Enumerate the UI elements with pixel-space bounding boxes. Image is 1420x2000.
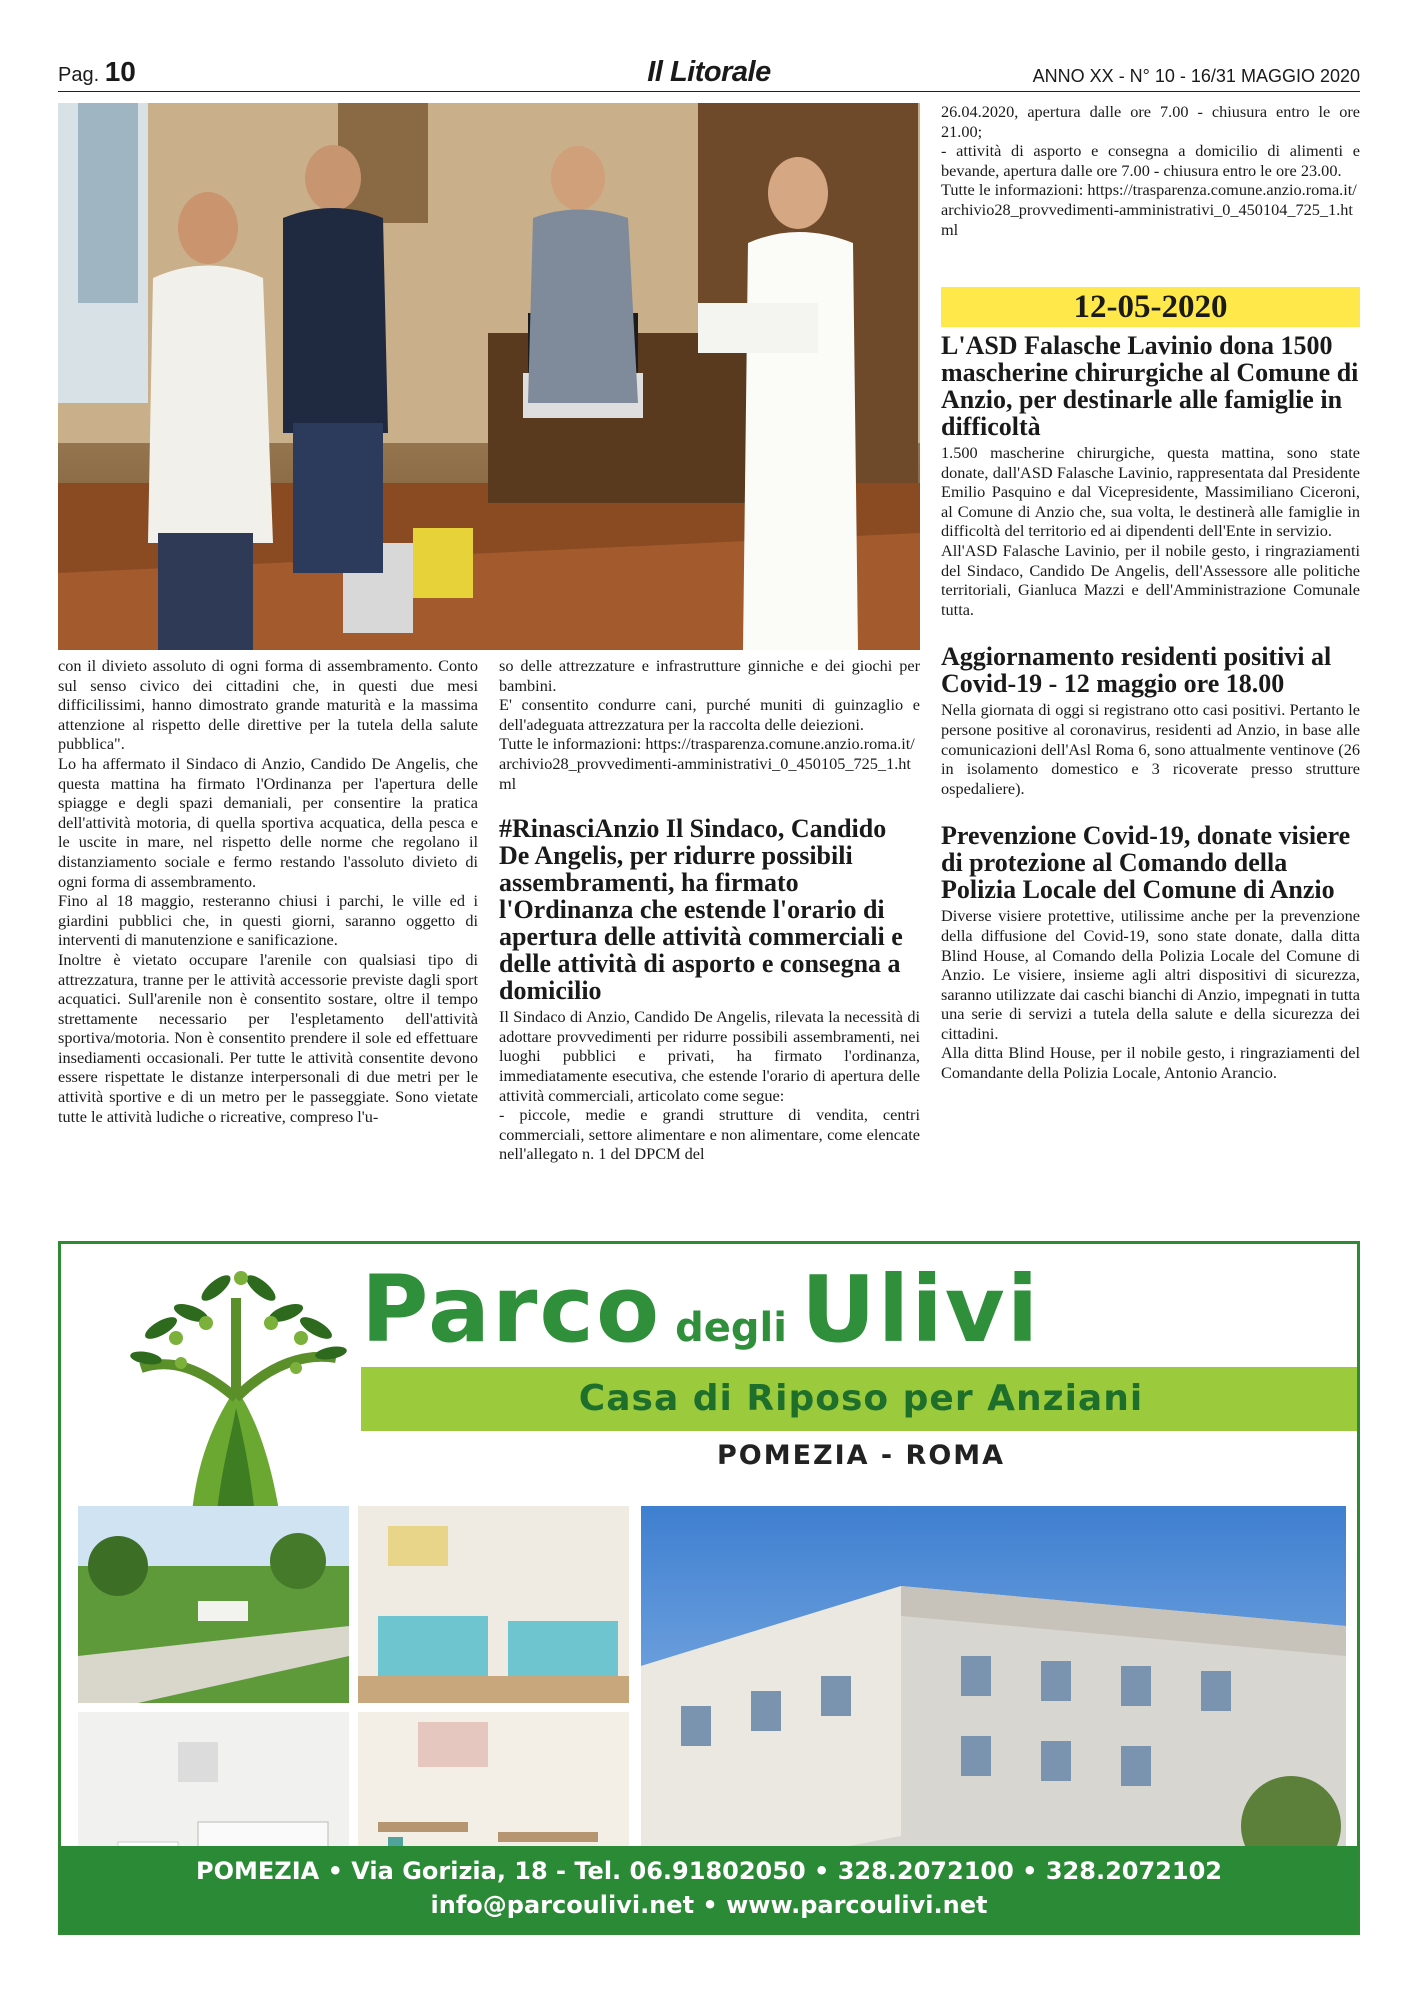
middle-paragraph: Tutte le informazioni: https://trasparenza.comune.anzio.roma.it/archivio28_provvedimenti-amministrativi_0_450105_725_1.html: [499, 734, 915, 793]
article-title-rinascianzio: #RinasciAnzio Il Sindaco, Candido De Angelis, per ridurre possibili assembramenti, ha firmato l'Ordinanza che estende l'orario di apertura delle attività commerciali e delle attività di asporto e consegna a domicilio: [499, 814, 903, 1006]
ad-address-phones: POMEZIA • Via Gorizia, 18 - Tel. 06.91802050 • 328.2072100 • 328.2072102: [196, 1857, 1222, 1885]
middle-paragraph: - piccole, medie e grandi strutture di vendita, centri commerciali, settore alimentare e non alimentare, come elencate nell'allegato n. 1 del DPCM del: [499, 1105, 920, 1164]
ad-city: POMEZIA - ROMA: [716, 1440, 1006, 1471]
article-title-aggiornamento: Aggiornamento residenti positivi al Covid-19 - 12 maggio ore 18.00: [941, 642, 1332, 699]
right-paragraph: - attività di asporto e consegna a domicilio di alimenti e bevande, apertura dalle ore 7.00 - chiusura entro le ore 23.00.: [941, 141, 1360, 180]
left-column: [58, 656, 478, 1126]
right-paragraph: Alla ditta Blind House, per il nobile gesto, i ringraziamenti del Comandante della Polizia Locale, Antonio Arancio.: [941, 1043, 1360, 1083]
date-banner: 12-05-2020: [941, 287, 1360, 327]
garden-photo: [78, 1506, 349, 1703]
right-paragraph: Tutte le informazioni: https://trasparenza.comune.anzio.roma.it/archivio28_provvedimenti-amministrativi_0_450104_725_1.html: [941, 180, 1357, 239]
middle-paragraph: Il Sindaco di Anzio, Candido De Angelis, rilevata la necessità di adottare provvedimenti per ridurre possibili assembramenti, nei luoghi pubblici e privati, ha firmato l'ordinanza, immediatamente esecutiva, che estende l'orario di apertura delle attività commerciali, articolato come segue:: [499, 1007, 920, 1105]
page-header: [58, 58, 1360, 92]
bedroom-photo: [358, 1506, 629, 1703]
ad-brand-name: Parco degli Ulivi: [361, 1256, 1041, 1363]
article-title-mascherine: L'ASD Falasche Lavinio dona 1500 mascherine chirurgiche al Comune di Anzio, per destinarle alle famiglie in difficoltà: [941, 331, 1359, 441]
article-title-visiere: Prevenzione Covid-19, donate visiere di protezione al Comando della Polizia Locale del Comune di Anzio: [941, 821, 1351, 905]
right-paragraph: 26.04.2020, apertura dalle ore 7.00 - chiusura entro le ore 21.00;: [941, 102, 1360, 141]
ad-subtitle: Casa di Riposo per Anziani: [361, 1367, 1360, 1431]
middle-column: [499, 656, 920, 1164]
left-paragraph: Inoltre è vietato occupare l'arenile con qualsiasi tipo di attrezzatura, tranne per le attività accessorie previste dagli sport acquatici. Sull'arenile non è consentito sostare, oltre il tempo strettamente necessario per l'espletamento dell'attività sportiva/motoria. Non è consentito prendere il sole ed effettuare insediamenti occasionali. Per tutte le attività consentite devono essere rispettate le distanze interpersonali di due metri per le attività sportive e di un metro per le passeggiate. Sono vietate tutte le attività ludiche o ricreative, compreso l'u-: [58, 949, 478, 1126]
left-paragraph: Lo ha affermato il Sindaco di Anzio, Candido De Angelis, che questa mattina ha firmato l'Ordinanza per l'apertura delle spiagge e degli spazi demaniali, per consentire la pratica dell'attività motoria, di quella sportiva acquatica, della pesca e le uscite in mare, nel rispetto delle norme che regolano il distanziamento sociale e fermo restando l'assoluto divieto di ogni forma di assembramento.: [58, 753, 478, 891]
page-number: Pag. 10: [58, 56, 136, 87]
right-column-top: [941, 102, 1360, 239]
right-column-articles: [941, 332, 1360, 1083]
masthead: Il Litorale: [647, 56, 771, 88]
donation-photo: [58, 103, 920, 650]
right-paragraph: 1.500 mascherine chirurgiche, questa mattina, sono state donate, dall'ASD Falasche Lavinio, rappresentata dal Presidente Emilio Pasquino e dal Vicepresidente, Massimiliano Ciceroni, al Comune di Anzio che, sua volta, le destinerà alle famiglie in difficoltà del territorio ed ai dipendenti dell'Ente in servizio.: [941, 443, 1360, 541]
middle-paragraph: E' consentito condurre cani, purché muniti di guinzaglio e dell'adeguata attrezzatura per la raccolta delle deiezioni.: [499, 695, 920, 734]
ad-contacts: [61, 1846, 1357, 1932]
right-paragraph: Diverse visiere protettive, utilissime anche per la prevenzione della diffusione del Covid-19, sono state donate, dalla ditta Blind House, al Comando della Polizia Locale del Comune di Anzio. Le visiere, insieme agli altri dispositivi di sicurezza, saranno utilizzate dai caschi bianchi di Anzio, impegnati in tutta una serie di servizi a tutela della salute e della sicurezza dei cittadini.: [941, 906, 1360, 1043]
advertisement-parco-degli-ulivi: [58, 1241, 1360, 1935]
middle-paragraph: so delle attrezzature e infrastrutture ginniche e dei giochi per bambini.: [499, 656, 920, 695]
left-paragraph: con il divieto assoluto di ogni forma di assembramento. Conto sul senso civico dei cittadini che, in questi due mesi difficilissimi, hanno dimostrato grande maturità e la massima attenzione al rispetto delle direttive per la tutela della salute pubblica".: [58, 656, 478, 754]
olive-tree-logo: [121, 1258, 351, 1528]
ad-email-web: info@parcoulivi.net • www.parcoulivi.net: [430, 1891, 988, 1919]
left-paragraph: Fino al 18 maggio, resteranno chiusi i parchi, le ville ed i giardini pubblici che, in questi giorni, saranno oggetto di interventi di manutenzione e sanificazione.: [58, 891, 478, 950]
right-paragraph: All'ASD Falasche Lavinio, per il nobile gesto, i ringraziamenti del Sindaco, Candido De Angelis, dell'Assessore alle politiche territoriali, Gianluca Mazzi e dell'Amministrazione Comunale tutta.: [941, 540, 1360, 619]
issue-info: ANNO XX - N° 10 - 16/31 MAGGIO 2020: [1032, 66, 1360, 86]
right-paragraph: Nella giornata di oggi si registrano otto casi positivi. Pertanto le persone positive al coronavirus, residenti ad Anzio, in base alle comunicazioni dell'Asl Roma 6, sono attualmente ventinove (26 in isolamento domestico e 3 ricoverate presso strutture ospedaliere).: [941, 700, 1360, 798]
